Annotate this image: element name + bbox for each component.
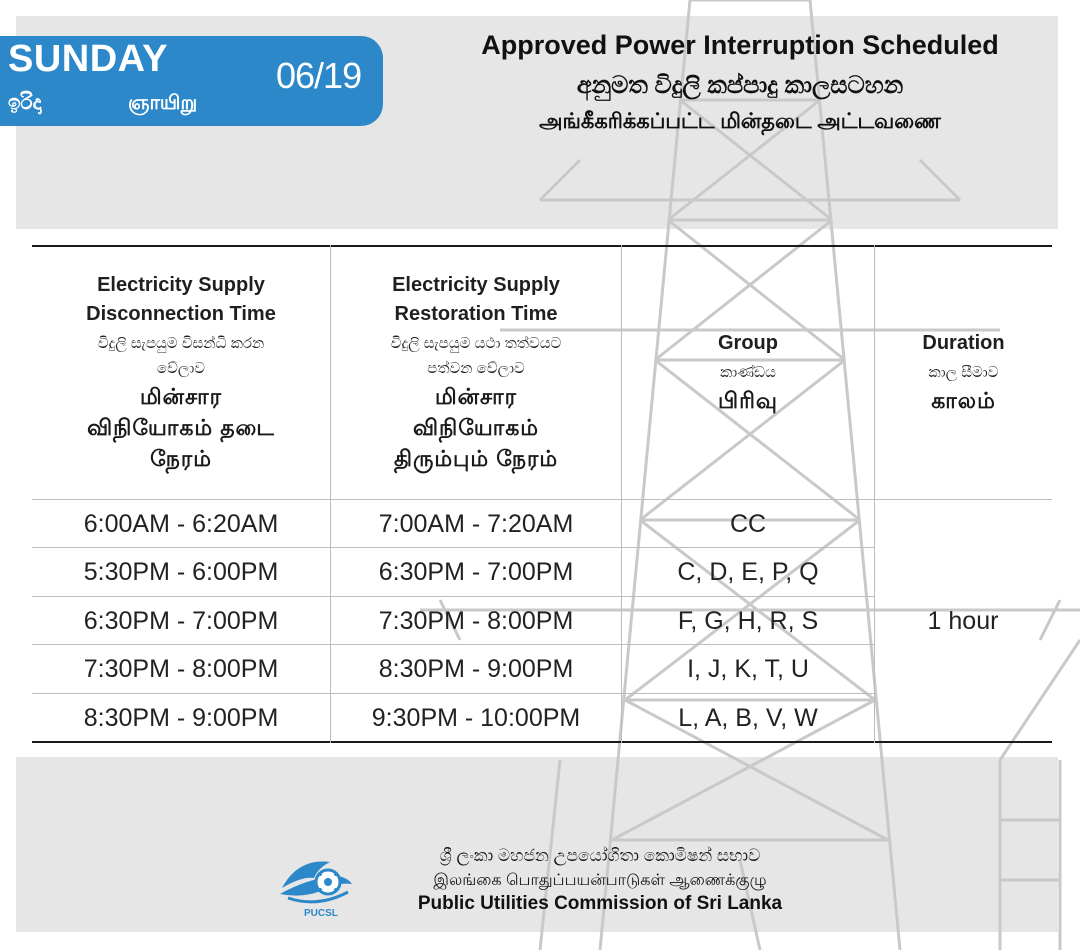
header-text: Restoration Time (394, 302, 558, 325)
title-tamil: அங்கீகரிக்கப்பட்ட மின்தடை அட்டவணை (539, 110, 941, 133)
header-text-sinhala: විදුලි සැපයුම විසන්ධි කරන (97, 334, 265, 352)
disconnection-time-cell: 7:30PM - 8:00PM (83, 654, 279, 683)
header-text-tamil: பிரிவு (718, 387, 778, 413)
header-text-sinhala: විදුලි සැපයුම යථා තත්වයට (390, 334, 562, 352)
header-text: Electricity Supply (392, 273, 560, 296)
header-group (622, 245, 874, 499)
day-tamil: ஞாயிறு (128, 92, 198, 114)
header-text-tamil: மின்சார (434, 383, 518, 409)
header-disconnection-time (32, 245, 330, 499)
title-english: Approved Power Interruption Scheduled (481, 30, 999, 60)
header-text-sinhala: වේලාව (156, 359, 206, 377)
restoration-time-cell: 8:30PM - 9:00PM (378, 654, 574, 683)
group-cell: F, G, H, R, S (677, 606, 819, 635)
header-text-sinhala: පත්වන වේලාව (427, 359, 525, 377)
header-text-tamil: விநியோகம் (413, 414, 539, 440)
header-text: Duration (922, 331, 1005, 354)
schedule-table (32, 245, 1052, 743)
header-text-tamil: காலம் (931, 387, 996, 413)
header-text: Electricity Supply (97, 273, 265, 296)
header-text-tamil: நேரம் (150, 445, 212, 471)
restoration-time-cell: 7:00AM - 7:20AM (378, 509, 574, 538)
header-text-sinhala: කාණ්ඩය (720, 363, 776, 381)
group-cell: I, J, K, T, U (687, 654, 809, 683)
organization-name-sinhala: ශ්‍රී ලංකා මහජන උපයෝගිතා කොමිෂන් සභාව (439, 846, 761, 865)
disconnection-time-cell: 6:00AM - 6:20AM (83, 509, 279, 538)
disconnection-time-cell: 6:30PM - 7:00PM (83, 606, 279, 635)
disconnection-time-cell: 5:30PM - 6:00PM (83, 557, 279, 586)
day-english: SUNDAY (8, 38, 168, 80)
organization-name-tamil: இலங்கை பொதுப்பயன்பாடுகள் ஆணைக்குழு (433, 872, 767, 889)
header-text-tamil: மின்சார (139, 383, 223, 409)
group-cell: C, D, E, P, Q (677, 557, 819, 586)
restoration-time-cell: 9:30PM - 10:00PM (371, 703, 581, 732)
logo-text: PUCSL (304, 908, 338, 918)
pucsl-logo (278, 848, 354, 918)
restoration-time-cell: 6:30PM - 7:00PM (378, 557, 574, 586)
header-restoration-time (331, 245, 621, 499)
header-duration (875, 245, 1052, 499)
header-text: Disconnection Time (86, 302, 276, 325)
group-cell: CC (729, 509, 767, 538)
restoration-time-cell: 7:30PM - 8:00PM (378, 606, 574, 635)
header-text-sinhala: කාල සීමාව (928, 363, 999, 381)
title-sinhala: අනුමත විදුලි කප්පාදු කාලසටහන (576, 72, 904, 99)
duration-cell: 1 hour (927, 606, 999, 635)
organization-name-english: Public Utilities Commission of Sri Lanka (417, 893, 783, 914)
schedule-date: 06/19 (276, 55, 362, 96)
group-cell: L, A, B, V, W (678, 703, 818, 732)
header-text-tamil: விநியோகம் தடை (87, 414, 275, 440)
disconnection-time-cell: 8:30PM - 9:00PM (83, 703, 279, 732)
header-text-tamil: திரும்பும் நேரம் (393, 445, 559, 471)
header-text: Group (718, 331, 778, 354)
day-sinhala: ඉරිදා (8, 92, 42, 114)
